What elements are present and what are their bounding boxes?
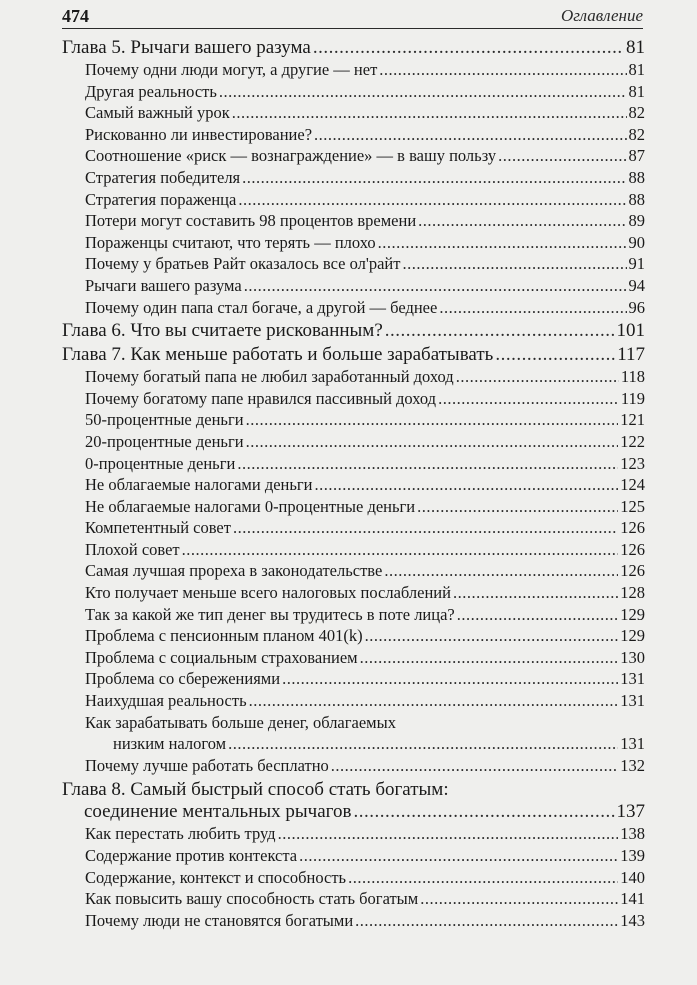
toc-entry-title: Кто получает меньше всего налоговых послаблений (85, 583, 451, 603)
toc-section (62, 690, 645, 712)
toc-page-number: 90 (628, 232, 645, 252)
dot-leader (246, 409, 619, 431)
toc-page-number: 126 (620, 539, 645, 559)
toc-section (62, 888, 645, 910)
toc-page-number: 81 (626, 37, 645, 58)
toc-page-number: 81 (628, 60, 645, 79)
toc-entry-title: Почему богатый папа не любил заработанный доход (85, 367, 454, 387)
toc-page-number: 82 (628, 103, 645, 123)
toc-entry-title: Так за какой же тип денег вы трудитесь в поте лица? (85, 604, 455, 624)
toc-page-number: 128 (620, 583, 645, 603)
toc-entry-title: Глава 7. Как меньше работать и больше зарабатывать (62, 344, 494, 366)
toc-section (62, 560, 645, 582)
dot-leader (249, 690, 619, 712)
toc-page-number: 129 (620, 626, 645, 646)
toc-entry-title: 50-процентные деньги (85, 410, 244, 430)
toc-section (62, 232, 645, 254)
toc-section (62, 668, 645, 690)
dot-leader (313, 37, 624, 59)
toc-page-number: 118 (620, 367, 645, 387)
dot-leader (360, 647, 619, 669)
toc-section (62, 910, 645, 932)
toc-page-number: 81 (628, 81, 645, 101)
dot-leader (420, 888, 618, 910)
toc-chapter (62, 779, 645, 823)
toc-page-number: 121 (620, 410, 645, 430)
toc-page-number: 126 (620, 561, 645, 581)
toc-entry-title: Пораженцы считают, что терять — плохо (85, 232, 376, 252)
toc-section (62, 297, 645, 319)
toc-page-number: 94 (628, 275, 645, 295)
toc-entry-title: Рискованно ли инвестирование? (85, 124, 313, 144)
toc-section (62, 366, 645, 388)
toc-entry-title: Почему богатому папе нравился пассивный доход (85, 388, 437, 408)
dot-leader (238, 189, 626, 211)
toc-entry-title: Почему одни люди могут, а другие — нет (85, 60, 378, 79)
toc-page-number: 124 (620, 475, 645, 495)
toc-entry-title: Как перестать любить труд (85, 824, 276, 844)
toc-page-number: 141 (620, 889, 645, 909)
toc-entry-title: Проблема со сбережениями (85, 669, 281, 689)
toc-entry-title: Самый важный урок (85, 103, 230, 123)
toc-page-number: 101 (616, 320, 645, 342)
toc-entry-title: Самая лучшая прореха в законодательстве (85, 561, 383, 581)
toc-section (62, 647, 645, 669)
dot-leader (299, 845, 618, 867)
dot-leader (453, 582, 618, 604)
page-number: 474 (62, 6, 89, 26)
toc-entry-title: Глава 5. Рычаги вашего разума (62, 37, 311, 58)
dot-leader (233, 517, 618, 539)
toc-entry-title: Другая реальность (85, 81, 217, 101)
toc-page-number: 131 (620, 734, 645, 754)
toc-section (62, 102, 645, 124)
toc-entry-title: Почему люди не становятся богатыми (85, 910, 354, 930)
dot-leader (498, 145, 626, 167)
toc-entry-title: Не облагаемые налогами деньги (85, 475, 313, 495)
running-title: Оглавление (560, 6, 643, 25)
toc-section (62, 124, 645, 146)
dot-leader (242, 167, 626, 189)
dot-leader (331, 755, 618, 777)
toc-entry-title-continuation: соединение ментальных рычагов (84, 801, 352, 823)
toc-section (62, 253, 645, 275)
dot-leader (232, 102, 627, 124)
toc-entry-title: Содержание, контекст и способность (85, 867, 347, 887)
toc-entry-title: 20-процентные деньги (85, 431, 244, 451)
dot-leader (355, 910, 618, 932)
toc-page-number: 89 (628, 211, 645, 231)
dot-leader (384, 560, 618, 582)
toc-page-number: 132 (620, 755, 645, 775)
dot-leader (402, 253, 626, 275)
toc-section (62, 582, 645, 604)
toc-section (62, 474, 645, 496)
dot-leader (456, 366, 619, 388)
dot-leader (365, 625, 619, 647)
toc-entry-title: Почему у братьев Райт оказалось все ол'райт (85, 254, 401, 274)
toc-entry-title: Стратегия победителя (85, 167, 241, 187)
header-rule (62, 28, 643, 29)
toc-page-number: 117 (617, 344, 645, 366)
dot-leader (237, 453, 618, 475)
dot-leader (385, 320, 615, 342)
toc-page-number: 140 (620, 867, 645, 887)
toc-page-number: 139 (620, 846, 645, 865)
dot-leader (244, 275, 627, 297)
toc-page-number: 96 (628, 297, 645, 317)
toc-page-number: 126 (620, 518, 645, 538)
toc-page-number: 88 (628, 167, 645, 187)
toc-page-number: 82 (628, 124, 645, 144)
toc-section (62, 210, 645, 232)
toc-section (62, 625, 645, 647)
toc-page-number: 125 (620, 496, 645, 516)
toc-section (62, 517, 645, 539)
toc-entry-title: Стратегия пораженца (85, 189, 237, 209)
toc-entry-title: Рычаги вашего разума (85, 275, 242, 295)
dot-leader (348, 867, 618, 889)
toc-entry-title: Проблема с пенсионным планом 401(k) (85, 626, 363, 646)
toc-section (62, 59, 645, 81)
toc-entry-title: Глава 8. Самый быстрый способ стать богатым: (62, 779, 449, 801)
toc-section (62, 189, 645, 211)
dot-leader (219, 81, 627, 103)
toc-chapter (62, 37, 645, 59)
toc-page-number: 137 (616, 801, 645, 823)
toc-page-number: 91 (628, 254, 645, 274)
toc-chapter (62, 320, 645, 342)
dot-leader (417, 496, 618, 518)
dot-leader (457, 604, 619, 626)
dot-leader (315, 474, 619, 496)
dot-leader (314, 124, 626, 146)
toc-entry-title: 0-процентные деньги (85, 453, 236, 473)
toc-entry-title: Как зарабатывать больше денег, облагаемых (85, 712, 396, 732)
table-of-contents (62, 37, 645, 931)
toc-entry-title: Потери могут составить 98 процентов времени (85, 211, 417, 231)
dot-leader (378, 232, 627, 254)
toc-section (62, 845, 645, 867)
toc-section (62, 81, 645, 103)
dot-leader (418, 210, 626, 232)
dot-leader (495, 344, 615, 366)
dot-leader (282, 668, 618, 690)
toc-section (62, 431, 645, 453)
dot-leader (379, 59, 626, 81)
toc-page-number: 143 (620, 910, 645, 930)
toc-section (62, 167, 645, 189)
toc-entry-title: Почему один папа стал богаче, а другой — беднее (85, 297, 438, 317)
toc-entry-title: Соотношение «риск — вознаграждение» — в вашу пользу (85, 146, 497, 166)
toc-section (62, 755, 645, 777)
toc-section (62, 867, 645, 889)
toc-page-number: 122 (620, 431, 645, 451)
toc-section (62, 145, 645, 167)
toc-page-number: 123 (620, 453, 645, 473)
toc-page-number: 130 (620, 647, 645, 667)
dot-leader (439, 297, 626, 319)
toc-entry-title: Наихудшая реальность (85, 691, 247, 711)
dot-leader (353, 801, 614, 823)
toc-section (62, 409, 645, 431)
toc-section (62, 604, 645, 626)
toc-chapter (62, 344, 645, 366)
toc-section (62, 539, 645, 561)
dot-leader (246, 431, 619, 453)
toc-page-number: 87 (628, 146, 645, 166)
toc-page-number: 119 (620, 388, 645, 408)
toc-section (62, 712, 645, 755)
toc-entry-title: Содержание против контекста (85, 846, 298, 865)
toc-section (62, 453, 645, 475)
toc-page-number: 131 (620, 691, 645, 711)
toc-entry-title: Как повысить вашу способность стать богатым (85, 889, 419, 909)
toc-section (62, 496, 645, 518)
toc-entry-title: Почему лучше работать бесплатно (85, 755, 329, 775)
dot-leader (278, 823, 619, 845)
toc-entry-title: Не облагаемые налогами 0-процентные деньги (85, 496, 416, 516)
toc-entry-title: Глава 6. Что вы считаете рискованным? (62, 320, 383, 342)
toc-entry-title: Плохой совет (85, 539, 180, 559)
dot-leader (182, 539, 619, 561)
toc-section (62, 275, 645, 297)
toc-entry-title-continuation: низким налогом (113, 734, 227, 754)
toc-section (62, 823, 645, 845)
toc-page-number: 88 (628, 189, 645, 209)
toc-page-number: 131 (620, 669, 645, 689)
page-header (62, 4, 643, 28)
toc-entry-title: Компетентный совет (85, 518, 231, 538)
toc-entry-title: Проблема с социальным страхованием (85, 647, 358, 667)
dot-leader (228, 733, 618, 755)
toc-page-number: 129 (620, 604, 645, 624)
dot-leader (438, 388, 619, 410)
toc-section (62, 388, 645, 410)
toc-page-number: 138 (620, 824, 645, 844)
